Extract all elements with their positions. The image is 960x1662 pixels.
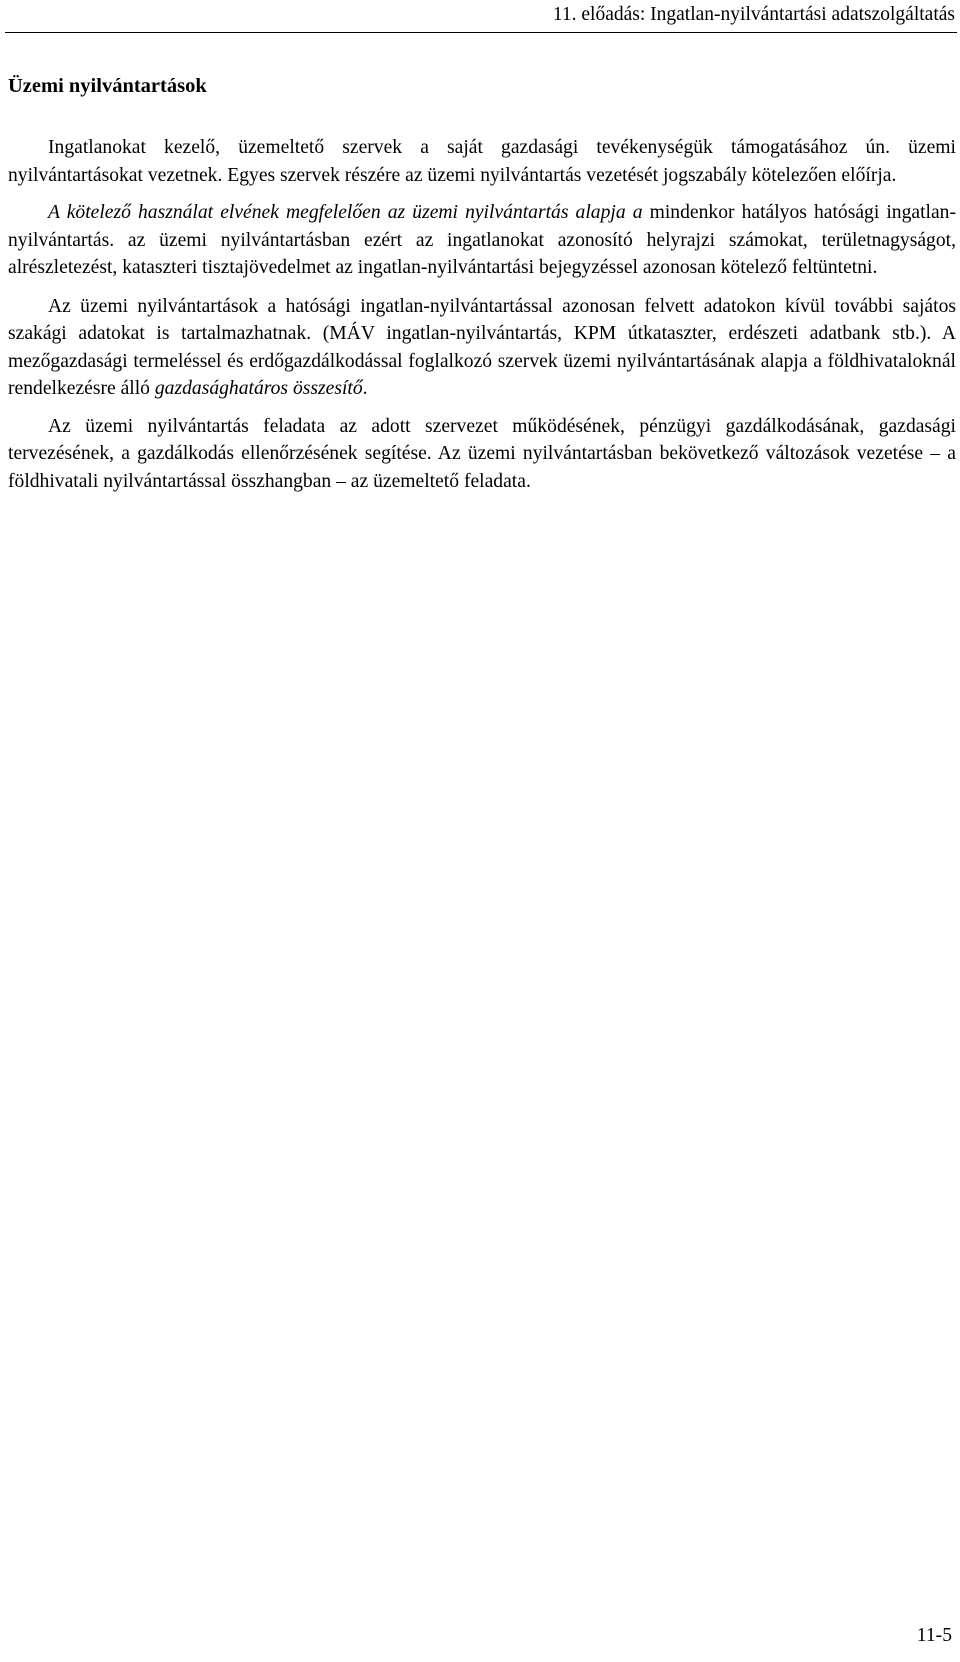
section-title: Üzemi nyilvántartások [8,75,207,97]
header-divider [5,32,957,33]
page-number: 11-5 [916,1625,952,1646]
paragraph-2-italic-lead: A kötelező használat elvének megfelelően az üzemi nyilvántartás alapja a [48,202,643,223]
paragraph-1: Ingatlanokat kezelő, üzemeltető szervek a saját gazdasági tevékenységük támogatásához ún. üzemi nyilvántartásokat vezetnek. Egyes szervek részére az üzemi nyilvántartás vezetését jogszabály kötelezően előírja. [8,137,956,186]
running-header: 11. előadás: Ingatlan-nyilvántartási adatszolgáltatás [552,4,955,25]
paragraph-2 [8,199,956,282]
paragraph-3-text-after: . [362,378,368,399]
paragraph-2-rest: mindenkor hatályos hatósági ingatlan-nyilvántartás. az üzemi nyilvántartásban ezért az ingatlanokat azonosító helyrajzi számokat, területnagyságot, alrészletezést, kataszteri tisztajövedelmet az ingatlan-nyilvántartási bejegyzéssel azonosan kötelező feltüntetni. [8,202,957,278]
paragraph-3 [8,293,956,403]
body-text [8,134,956,507]
paragraph-3-text-before: Az üzemi nyilvántartások a hatósági ingatlan-nyilvántartással azonosan felvett adatokon kívül további sajátos szakági adatokat is tartalmazhatnak. (MÁV ingatlan-nyilvántartás, KPM útkataszter, erdészeti adatbank stb.). A mezőgazdasági termeléssel és erdőgazdálkodással foglalkozó szervek üzemi nyilvántartásának alapja a földhivataloknál rendelkezésre álló [8,295,956,399]
paragraph-4: Az üzemi nyilvántartás feladata az adott szervezet működésének, pénzügyi gazdálkodásának, gazdasági tervezésének, a gazdálkodás ellenőrzésének segítése. Az üzemi nyilvántartásban bekövetkező változások vezetése – a földhivatali nyilvántartással összhangban – az üzemeltető feladata. [8,415,956,492]
paragraph-3-italic-term: gazdasághatáros összesítő [154,378,363,399]
